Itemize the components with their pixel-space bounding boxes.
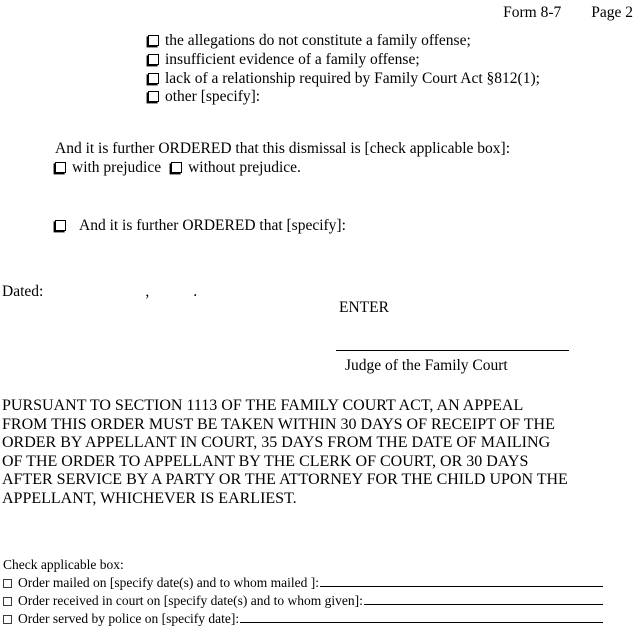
appeal-notice-line: FROM THIS ORDER MUST BE TAKEN WITHIN 30 DAYS OF RECEIPT OF THE bbox=[2, 415, 555, 433]
checkbox-order-received[interactable] bbox=[3, 597, 12, 606]
appeal-notice-line: PURSUANT TO SECTION 1113 OF THE FAMILY COURT ACT, AN APPEAL bbox=[2, 397, 524, 414]
checkbox-insufficient-evidence[interactable] bbox=[148, 54, 159, 65]
with-prejudice-label: with prejudice bbox=[72, 158, 162, 176]
form-number: Form 8-7 bbox=[503, 4, 562, 21]
page-number: Page 2 bbox=[591, 4, 633, 21]
dated-period: . bbox=[193, 283, 198, 300]
list-item bbox=[148, 88, 540, 107]
dismissal-reasons-list bbox=[148, 32, 540, 107]
checkbox-other-specify[interactable] bbox=[148, 91, 159, 102]
service-row-received bbox=[3, 592, 603, 610]
judge-signature-caption: Judge of the Family Court bbox=[345, 357, 508, 374]
appeal-notice bbox=[2, 397, 568, 509]
list-item bbox=[148, 70, 540, 89]
dismissal-order-intro: And it is further ORDERED that this dismissal is [check applicable box]: bbox=[55, 140, 511, 157]
dated-comma: , bbox=[145, 283, 150, 300]
checkbox-order-mailed[interactable] bbox=[3, 579, 12, 588]
order-served-fill-line[interactable] bbox=[240, 611, 603, 623]
service-label: Order mailed on [specify date(s) and to whom mailed ]: bbox=[18, 575, 320, 590]
service-label: Order served by police on [specify date]: bbox=[18, 611, 240, 626]
service-row-mailed bbox=[3, 574, 603, 592]
checkbox-with-prejudice[interactable] bbox=[55, 162, 66, 173]
without-prejudice-label: without prejudice. bbox=[188, 158, 301, 176]
further-order-label: And it is further ORDERED that [specify]: bbox=[79, 217, 346, 234]
list-item bbox=[148, 51, 540, 70]
reason-label: other [specify]: bbox=[165, 88, 261, 106]
service-section bbox=[3, 556, 603, 628]
service-label: Order received in court on [specify date(s) and to whom given]: bbox=[18, 593, 363, 608]
checkbox-lack-of-relationship[interactable] bbox=[148, 73, 159, 84]
enter-label: ENTER bbox=[339, 299, 389, 316]
dismissal-order-section bbox=[55, 140, 510, 178]
checkbox-order-served-police[interactable] bbox=[3, 615, 12, 624]
dated-line bbox=[2, 283, 197, 302]
appeal-notice-line: OF THE ORDER TO APPELLANT BY THE CLERK OF COURT, OR 30 DAYS bbox=[2, 452, 529, 470]
prejudice-options bbox=[55, 159, 510, 178]
checkbox-further-order[interactable] bbox=[55, 220, 66, 231]
appeal-notice-line: ORDER BY APPELLANT IN COURT, 35 DAYS FROM THE DATE OF MAILING bbox=[2, 434, 551, 452]
reason-label: the allegations do not constitute a family offense; bbox=[165, 32, 471, 49]
reason-label: insufficient evidence of a family offense; bbox=[165, 50, 420, 68]
appeal-notice-line: APPELLANT, WHICHEVER IS EARLIEST. bbox=[2, 489, 297, 507]
judge-signature-line[interactable] bbox=[336, 350, 569, 351]
list-item bbox=[148, 32, 540, 51]
further-order-section bbox=[55, 217, 346, 236]
appeal-notice-line: AFTER SERVICE BY A PARTY OR THE ATTORNEY FOR THE CHILD UPON THE bbox=[2, 471, 568, 489]
page-header bbox=[503, 4, 633, 22]
checkbox-allegations-not-family-offense[interactable] bbox=[148, 35, 159, 46]
service-section-heading: Check applicable box: bbox=[3, 557, 124, 572]
order-mailed-fill-line[interactable] bbox=[320, 575, 603, 587]
order-received-fill-line[interactable] bbox=[364, 593, 603, 605]
service-row-served bbox=[3, 610, 603, 628]
reason-label: lack of a relationship required by Family Court Act §812(1); bbox=[165, 69, 540, 87]
dated-label: Dated: bbox=[2, 283, 44, 300]
checkbox-without-prejudice[interactable] bbox=[171, 162, 182, 173]
